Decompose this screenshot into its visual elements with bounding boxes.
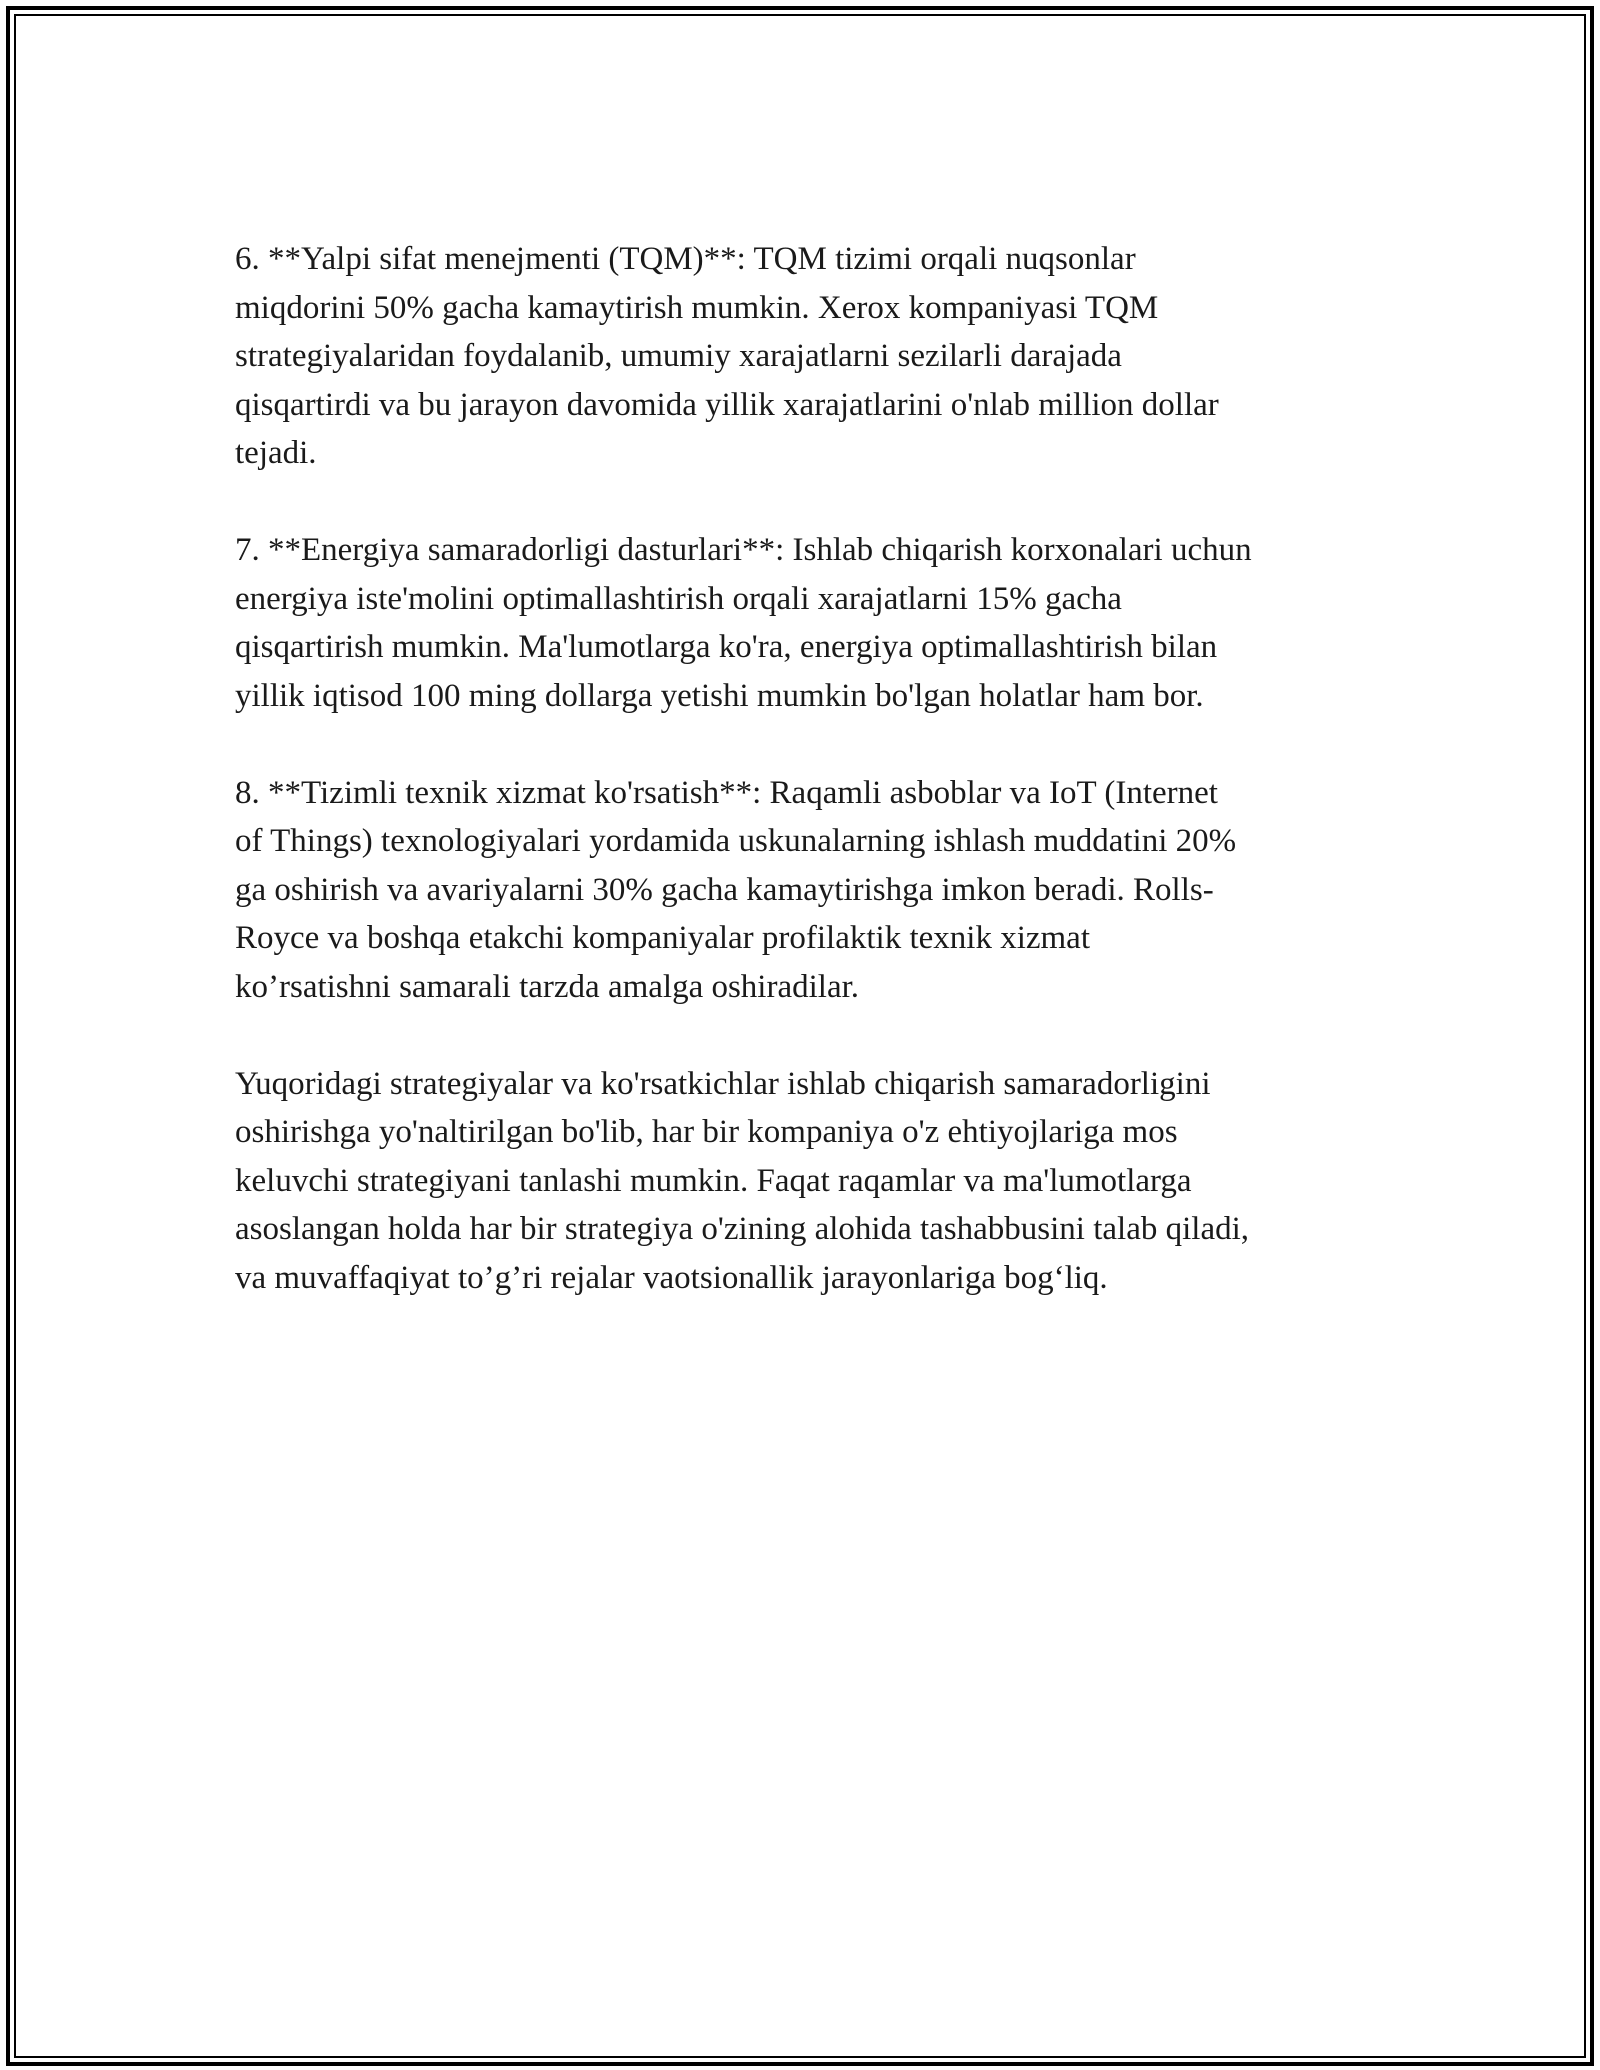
paragraph-systematic-maintenance: 8. **Tizimli texnik xizmat ko'rsatish**: Raqamli asboblar va IoT (Internet of Things) texnologiyalari yordamida uskunalarning ishlash muddatini 20% ga oshirish va avariyalarni 30% gacha kamaytirishga imkon beradi. Rolls- Royce va boshqa etakchi kompaniyalar profilaktik texnik xizmat ko’rsatishni samarali tarzda amalga oshiradilar. — [235, 774, 1237, 1005]
document-body — [235, 235, 1385, 1351]
paragraph-conclusion: Yuqoridagi strategiyalar va ko'rsatkichlar ishlab chiqarish samaradorligini oshirishga yo'naltirilgan bo'lib, har bir kompaniya o'z ehtiyojlariga mos keluvchi strategiyani tanlashi mumkin. Faqat raqamlar va ma'lumotlarga asoslangan holda har bir strategiya o'zining alohida tashabbusini talab qiladi, va muvaffaqiyat to’g’ri rejalar vaotsionallik jarayonlariga bog‘liq. — [235, 1065, 1250, 1296]
paragraph-tqm: 6. **Yalpi sifat menejmenti (TQM)**: TQM tizimi orqali nuqsonlar miqdorini 50% gacha kamaytirish mumkin. Xerox kompaniyasi TQM strategiyalaridan foydalanib, umumiy xarajatlarni sezilarli darajada qisqartirdi va bu jarayon davomida yillik xarajatlarini o'nlab million dollar tejadi. — [235, 241, 1219, 471]
paragraph-energy-efficiency: 7. **Energiya samaradorligi dasturlari**: Ishlab chiqarish korxonalari uchun energiya iste'molini optimallashtirish orqali xarajatlarni 15% gacha qisqartirish mumkin. Ma'lumotlarga ko'ra, energiya optimallashtirish bilan yillik iqtisod 100 ming dollarga yetishi mumkin bo'lgan holatlar ham bor. — [235, 532, 1252, 714]
